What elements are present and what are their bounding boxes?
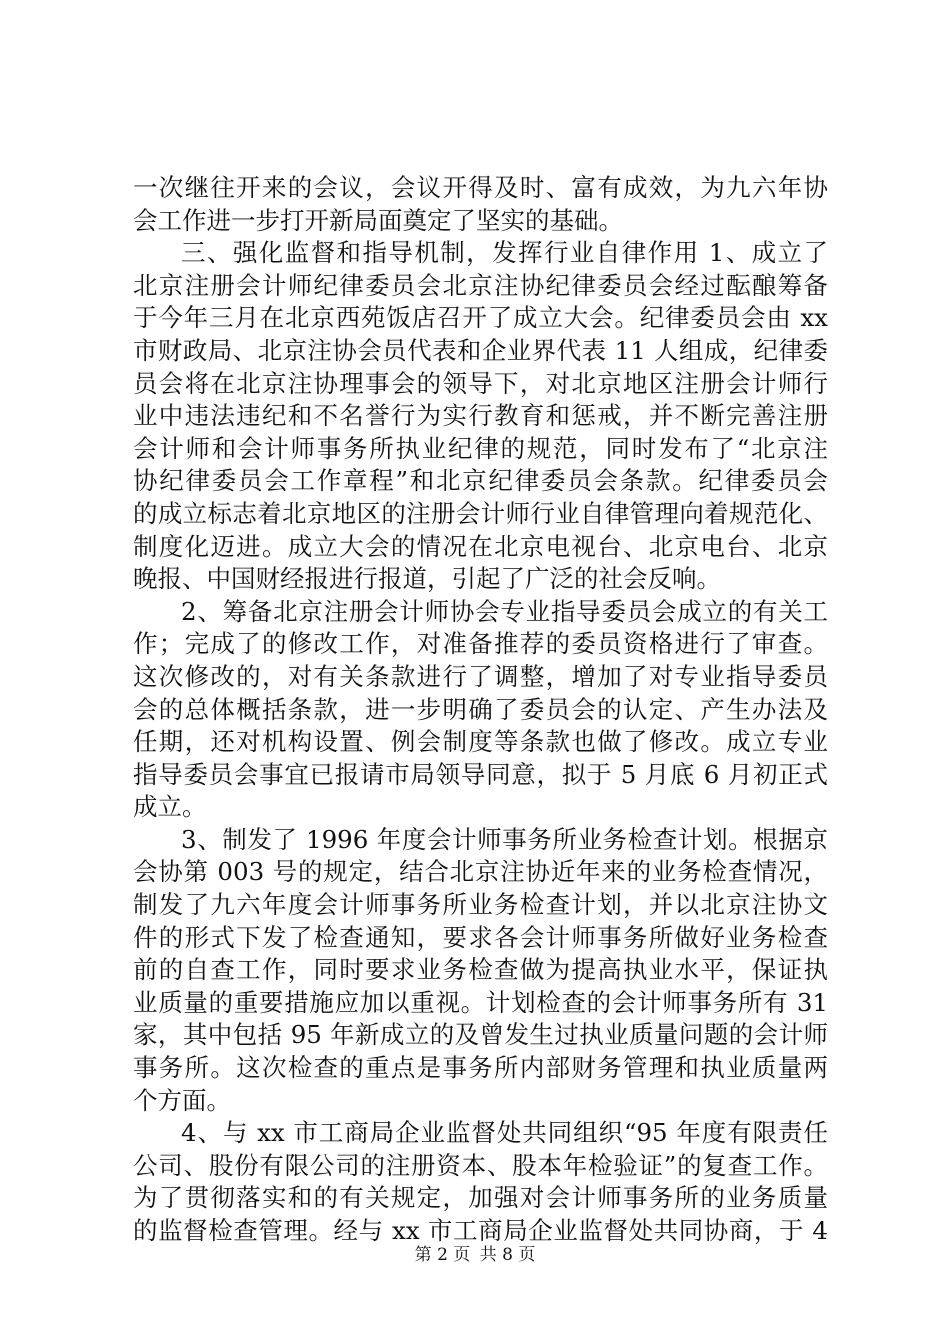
text-line: 作；完成了的修改工作，对准备推荐的委员资格进行了审查。 [133, 629, 828, 659]
text-line: 于今年三月在北京西苑饭店召开了成立大会。纪律委员会由 xx [133, 303, 828, 333]
text-line: 4、与 xx 市工商局企业监督处共同组织“95 年度有限责任 [181, 1118, 828, 1148]
text-line: 晚报、中国财经报进行报道，引起了广泛的社会反响。 [133, 564, 721, 594]
text-line: 业质量的重要措施应加以重视。计划检查的会计师事务所有 31 [133, 987, 828, 1017]
text-line: 3、制发了 1996 年度会计师事务所业务检查计划。根据京 [181, 824, 828, 854]
text-line: 制度化迈进。成立大会的情况在北京电视台、北京电台、北京 [133, 531, 828, 561]
text-line: 前的自查工作，同时要求业务检查做为提高执业水平，保证执 [133, 955, 828, 985]
text-line: 为了贯彻落实和的有关规定，加强对会计师事务所的业务质量 [133, 1183, 828, 1213]
page-footer [0, 1240, 950, 1265]
text-line: 事务所。这次检查的重点是事务所内部财务管理和执业质量两 [133, 1053, 828, 1083]
text-line: 件的形式下发了检查通知，要求各会计师事务所做好业务检查 [133, 922, 828, 952]
text-line: 指导委员会事宜已报请市局领导同意，拟于 5 月底 6 月初正式 [133, 759, 828, 789]
text-line: 成立。 [133, 792, 207, 822]
document-body [133, 172, 828, 1248]
text-line: 会协第 003 号的规定，结合北京注协近年来的业务检查情况， [133, 857, 828, 887]
text-line: 业中违法违纪和不名誉行为实行教育和惩戒，并不断完善注册 [133, 401, 828, 431]
text-line: 的成立标志着北京地区的注册会计师行业自律管理向着规范化、 [133, 498, 828, 528]
text-line: 任期，还对机构设置、例会制度等条款也做了修改。成立专业 [133, 727, 828, 757]
text-line: 2、筹备北京注册会计师协会专业指导委员会成立的有关工 [181, 596, 828, 626]
page-number: 第 2 页 [414, 1245, 471, 1265]
text-line: 会工作进一步打开新局面奠定了坚实的基础。 [133, 205, 623, 235]
text-line: 一次继往开来的会议，会议开得及时、富有成效，为九六年协 [133, 173, 828, 202]
text-line: 个方面。 [133, 1085, 231, 1115]
text-line: 家，其中包括 95 年新成立的及曾发生过执业质量问题的会计师 [133, 1020, 828, 1050]
page-total: 共 8 页 [479, 1245, 536, 1265]
text-line: 制发了九六年度会计师事务所业务检查计划，并以北京注协文 [133, 890, 828, 920]
text-line: 协纪律委员会工作章程”和北京纪律委员会条款。纪律委员会 [133, 466, 828, 496]
text-line: 公司、股份有限公司的注册资本、股本年检验证”的复查工作。 [133, 1150, 828, 1180]
text-line: 会计师和会计师事务所执业纪律的规范，同时发布了“北京注 [133, 433, 828, 463]
text-line: 员会将在北京注协理事会的领导下，对北京地区注册会计师行 [133, 368, 828, 398]
text-line: 三、强化监督和指导机制，发挥行业自律作用 1、成立了 [181, 238, 828, 268]
text-line: 北京注册会计师纪律委员会北京注协纪律委员会经过酝酿筹备 [133, 270, 828, 300]
text-line: 市财政局、北京注协会员代表和企业界代表 11 人组成，纪律委 [133, 335, 828, 365]
text-line: 的监督检查管理。经与 xx 市工商局企业监督处共同协商，于 4 [133, 1216, 828, 1245]
text-line: 这次修改的，对有关条款进行了调整，增加了对专业指导委员 [133, 661, 828, 691]
text-line: 会的总体概括条款，进一步明确了委员会的认定、产生办法及 [133, 694, 828, 724]
